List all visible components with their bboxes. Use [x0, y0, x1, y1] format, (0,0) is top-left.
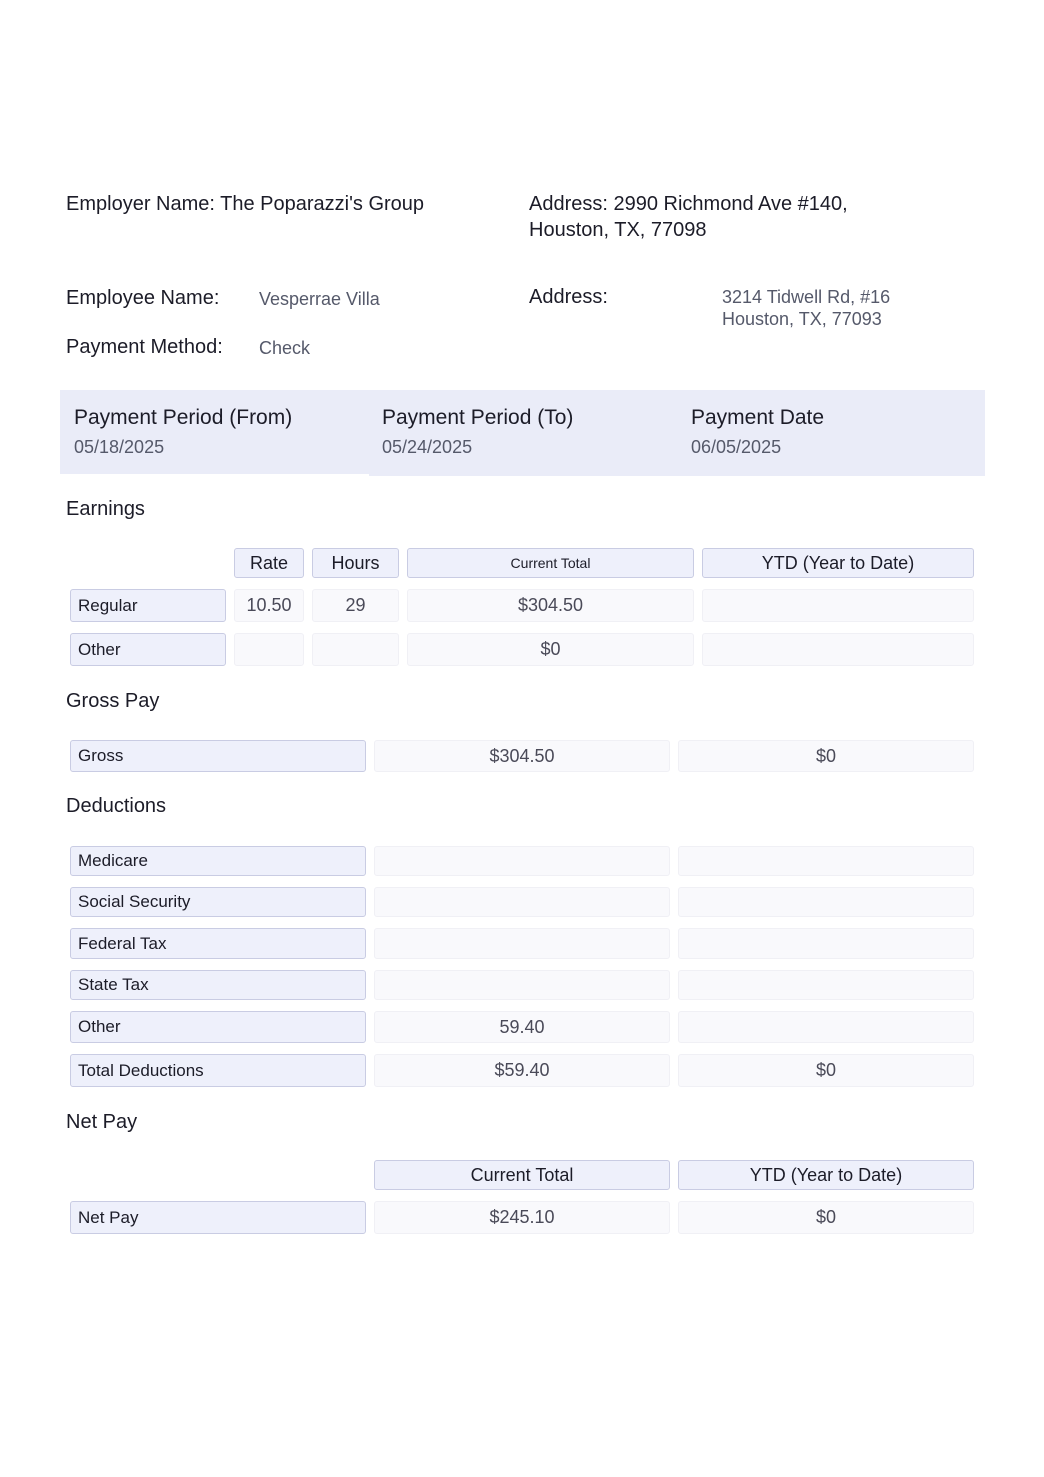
- gross-row-ytd: $0: [678, 740, 974, 772]
- earnings-header-ytd: YTD (Year to Date): [702, 548, 974, 578]
- employee-name-label: Employee Name:: [66, 287, 220, 309]
- earnings-row-label: Regular: [70, 589, 226, 622]
- deduction-row-label: Social Security: [70, 887, 366, 917]
- earnings-row-ytd: [702, 589, 974, 622]
- earnings-row-rate: [234, 633, 304, 666]
- payment-date-value: 06/05/2025: [691, 437, 782, 457]
- earnings-row-ytd: [702, 633, 974, 666]
- net-pay-title: Net Pay: [66, 1111, 138, 1133]
- earnings-header-hours: Hours: [312, 548, 399, 578]
- deduction-row-label: Other: [70, 1011, 366, 1043]
- payment-method-label: Payment Method:: [66, 336, 223, 358]
- employer-address-line1: Address: 2990 Richmond Ave #140,: [529, 193, 848, 215]
- deduction-row-current: [374, 887, 670, 917]
- gross-row-current: $304.50: [374, 740, 670, 772]
- employee-name-value: Vesperrae Villa: [259, 289, 380, 309]
- gross-row-label: Gross: [70, 740, 366, 772]
- earnings-row-current: $0: [407, 633, 694, 666]
- deduction-row-ytd: [678, 1011, 974, 1043]
- employer-address-line2: Houston, TX, 77098: [529, 219, 707, 241]
- earnings-row-rate: 10.50: [234, 589, 304, 622]
- earnings-header-rate: Rate: [234, 548, 304, 578]
- payment-date-label: Payment Date: [691, 406, 825, 429]
- deduction-row-ytd: [678, 928, 974, 959]
- employee-address-label: Address:: [529, 286, 608, 308]
- deduction-row-ytd: [678, 970, 974, 1000]
- payment-period-band: [60, 390, 985, 476]
- period-from-value: 05/18/2025: [74, 437, 165, 457]
- deduction-row-ytd: [678, 887, 974, 917]
- total-deductions-label: Total Deductions: [70, 1054, 366, 1087]
- net-pay-row-label: Net Pay: [70, 1201, 366, 1234]
- deductions-title: Deductions: [66, 795, 167, 817]
- period-to-value: 05/24/2025: [382, 437, 473, 457]
- period-from-label: Payment Period (From): [74, 406, 293, 429]
- total-deductions-current: $59.40: [374, 1054, 670, 1087]
- earnings-row-hours: 29: [312, 589, 399, 622]
- earnings-row-current: $304.50: [407, 589, 694, 622]
- net-header-current-total: Current Total: [374, 1160, 670, 1190]
- deduction-row-current: [374, 846, 670, 876]
- employer-address: [529, 191, 848, 243]
- net-header-ytd: YTD (Year to Date): [678, 1160, 974, 1190]
- deduction-row-label: Medicare: [70, 846, 366, 876]
- deduction-row-label: State Tax: [70, 970, 366, 1000]
- deduction-row-ytd: [678, 846, 974, 876]
- earnings-title: Earnings: [66, 498, 145, 520]
- earnings-header-current-total: Current Total: [407, 548, 694, 578]
- deduction-row-current: [374, 928, 670, 959]
- employee-address-line2: Houston, TX, 77093: [722, 309, 882, 329]
- net-pay-row-current: $245.10: [374, 1201, 670, 1234]
- deduction-row-current: [374, 970, 670, 1000]
- earnings-row-label: Other: [70, 633, 226, 666]
- gross-pay-title: Gross Pay: [66, 690, 160, 712]
- period-to-label: Payment Period (To): [382, 406, 574, 429]
- employer-name: Employer Name: The Poparazzi's Group: [66, 193, 425, 215]
- employee-address-line1: 3214 Tidwell Rd, #16: [722, 287, 891, 307]
- payment-method-value: Check: [259, 338, 311, 358]
- net-pay-row-ytd: $0: [678, 1201, 974, 1234]
- deduction-row-label: Federal Tax: [70, 928, 366, 959]
- deduction-row-current: 59.40: [374, 1011, 670, 1043]
- employee-address-value: [722, 286, 890, 330]
- earnings-row-hours: [312, 633, 399, 666]
- total-deductions-ytd: $0: [678, 1054, 974, 1087]
